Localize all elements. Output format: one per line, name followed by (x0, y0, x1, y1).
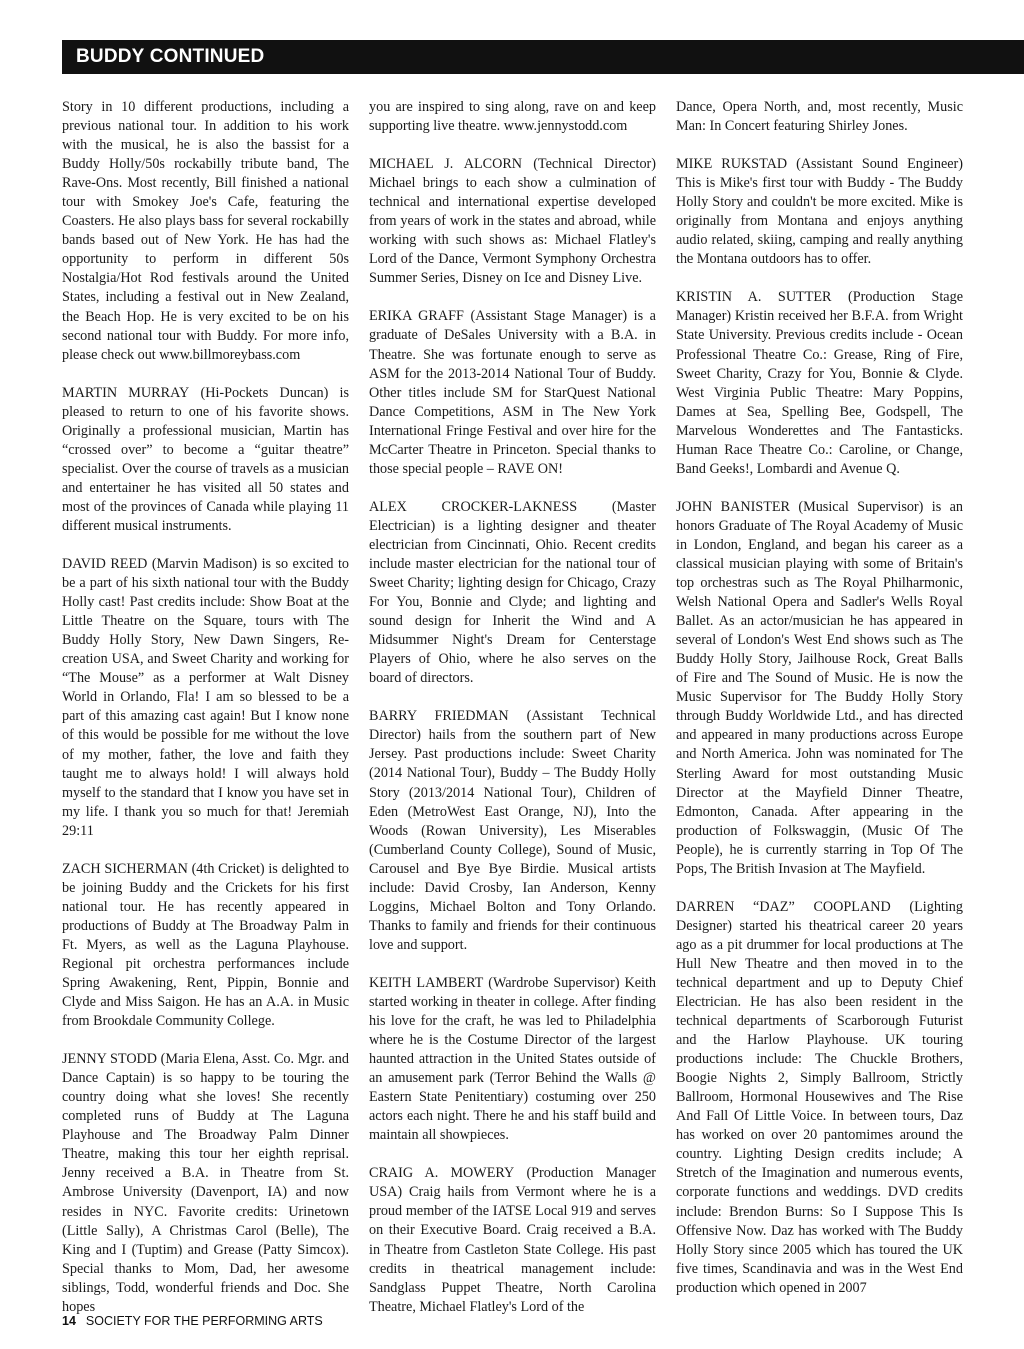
bio-continued (676, 98, 963, 136)
column-3 (676, 98, 963, 1317)
bio-name: BARRY FRIEDMAN (369, 708, 509, 725)
bio-text: (Wardrobe Supervisor) Keith started working in theater in college. After finding his love for the craft, he was led to Philadelphia where he is the Costume Director of the largest haunted attraction in the United States outside of an amusement park (Terror Behind the Walls @ Eastern State Penitentiary) costuming over 250 actors each night. There he and his staff build and maintain all showpieces. (369, 974, 656, 1144)
bio-erika-graff (369, 307, 656, 478)
bio-keith-lambert (369, 974, 656, 1145)
bio-text: (Production Stage Manager) Kristin received her B.F.A. from Wright State University. Previous credits include - Ocean Professional Theatre Co.: Grease, Ring of Fire, Sweet Charity, Crazy for You, Bonnie & Clyde. West Virginia Public Theatre: Mary Poppins, Dames at Sea, Spelling Bee, Godspell, The Marvelous Wonderettes and The Fantasticks. Human Race Theatre Co.: Caroline, or Change, Band Geeks!, Lombardi and Avenue Q. (676, 289, 963, 477)
bio-name: MARTIN MURRAY (62, 384, 190, 401)
bio-text: (Assistant Stage Manager) is a graduate of DeSales University with a B.A. in Theatre. She was fortunate enough to serve as ASM for the 2013-2014 National Tour of Buddy. Other titles include SM for StarQuest National Dance Competitions, ASM in The New York International Fringe Festival and over hire for the McCarter Theatre in Princeton. Special thanks to those special people – RAVE ON! (369, 308, 656, 477)
bio-name: JENNY STODD (62, 1051, 158, 1068)
bio-name: DAVID REED (62, 556, 148, 573)
bio-text: (Assistant Technical Director) hails from the southern part of New Jersey. Past productions include: Sweet Charity (2014 National Tour), Buddy – The Buddy Holly Story (2013/2014 National Tour), Children of Eden (MetroWest East Orange, NJ), Into the Woods (Rowan University), Les Miserables (Cumberland County College), Sound of Music, Carousel and Bye Bye Birdie. Musical artists include: David Crosby, Ian Anderson, Kenny Loggins, Michael Bolton and Tony Orlando. Thanks to family and friends for their continuous love and support. (369, 708, 656, 953)
bio-text: (Production Manager USA) Craig hails from Vermont where he is a proud member of the IATSE Local 919 and serves on their Executive Board. Craig received a B.A. in Theatre from Castleton State College. His past credits in theatrical management include: Sandglass Puppet Theatre, North Carolina Theatre, Michael Flatley's Lord of the (369, 1165, 656, 1315)
column-1 (62, 98, 349, 1336)
bio-john-banister (676, 498, 963, 879)
bio-name: ALEX CROCKER-LAKNESS (369, 498, 578, 515)
bio-kristin-sutter (676, 288, 963, 478)
bio-text: (Musical Supervisor) is an honors Graduate of The Royal Academy of Music in London, England, and began his career as a classical musician playing with some of Britain's top orchestras such as The Royal Philharmonic, Welsh National Opera and Sadler's Wells Royal Ballet. As an actor/musician he has appeared in several of London's West End shows such as The Buddy Holly Story, Jailhouse Rock, Great Balls of Fire and The Sound of Music. He is now the Music Supervisor for The Buddy Holly Story through Buddy Worldwide Ltd., and has directed and appeared in many productions across Europe and North America. John was nominated for The Sterling Award for most outstanding Music Director at the Mayfield Dinner Theatre, Edmonton, Canada. After appearing in the production of Folkswaggin, (Music Of The People), he is currently starring in Top Of The Pops, The British Invasion at The Mayfield. (676, 498, 963, 877)
bio-jenny-stodd (62, 1050, 349, 1317)
bio-text: Story in 10 different productions, including a previous national tour. In addition to his work with the musical, he is also the bassist for a Buddy Holly/50s rockabilly tribute band, The Rave-Ons. Most recently, Bill finished a national tour with Smokey Joe's Cafe, featuring the Coasters. He also plays bass for several rockabilly bands based out of New York. He has had the opportunity to perform in different 50s Nostalgia/Hot Rod festivals around the United States, including a festival out in New Zealand, the Beach Hop. He is very excited to be on his second national tour with Buddy. For more info, please check out www.billmoreybass.com (62, 99, 349, 363)
bio-name: CRAIG A. MOWERY (369, 1165, 515, 1182)
bio-text: (Technical Director) Michael brings to each show a culmination of technical and international expertise developed from years of work in the states and abroad, while working with such shows as: Michael Flatley's Lord of the Dance, Vermont Symphony Orchestra Summer Series, Disney on Ice and Disney Live. (369, 156, 656, 287)
bio-continued (62, 98, 349, 365)
section-header: BUDDY CONTINUED (62, 40, 1024, 74)
column-2 (369, 98, 656, 1336)
bio-name: DARREN “DAZ” COOPLAND (676, 898, 891, 915)
bio-text: (Lighting Designer) started his theatrical career 20 years ago as a pit drummer for local productions at The Hull New Theatre and then moved in to the technical department and up to Deputy Chief Electrician. He has also been resident in the technical departments of Scarborough Futurist and the Harlow Playhouse. UK touring productions include: The Chuckle Brothers, Boogie Nights 2, Simply Ballroom, Strictly Ballroom, Hormonal Housewives and The Rise And Fall Of Little Voice. In between tours, Daz has worked on over 20 pantomimes around the country. Lighting Design credits include; A Stretch of the Imagination and numerous events, corporate functions and weddings. DVD credits include: Brendon Burns: So I Suppose This Is Offensive Now. Daz has worked with The Buddy Holly Story since 2005 which has toured the UK five times, Scandinavia and was in the West End production which opened in 2007 (676, 898, 963, 1296)
bio-text: (Master Electrician) is a lighting designer and theater electrician from Cincinnati, Ohio. Recent credits include master electrician for the national tour of Sweet Charity; lighting design for Chicago, Crazy For You, Bonnie and Clyde; and lighting and sound design for Inherit the Wind and A Midsummer Night's Dream for Centerstage Players of Ohio, where he also serves on the board of directors. (369, 498, 656, 687)
bio-martin-murray (62, 384, 349, 536)
bio-text: Dance, Opera North, and, most recently, Music Man: In Concert featuring Shirley Jones. (676, 99, 963, 135)
bio-name: MIKE RUKSTAD (676, 156, 788, 173)
bio-text: (Assistant Sound Engineer) This is Mike's first tour with Buddy - The Buddy Holly Story and couldn't be more excited. Mike is originally from Montana and enjoys anything audio related, skiing, camping and really anything the Montana outdoors has to offer. (676, 156, 963, 268)
bio-name: KRISTIN A. SUTTER (676, 289, 832, 306)
bio-text: (Hi-Pockets Duncan) is pleased to return to one of his favorite shows. Originally a professional musician, Martin has “crossed over” to become a “guitar theatre” specialist. Over the course of travels as a musician and entertainer he has visited all 50 states and most of the provinces of Canada while playing 11 different musical instruments. (62, 384, 349, 534)
publication-name: SOCIETY FOR THE PERFORMING ARTS (85, 1314, 323, 1328)
bio-name: MICHAEL J. ALCORN (369, 156, 523, 173)
page-footer (62, 1314, 323, 1328)
bio-text: (Maria Elena, Asst. Co. Mgr. and Dance Captain) is so happy to be touring the country doing what she loves! She recently completed runs of Buddy at The Laguna Playhouse and The Broadway Palm Dinner Theatre, making this tour her eighth reprisal. Jenny received a B.A. in Theatre from St. Ambrose University (Davenport, IA) and now resides in NYC. Favorite credits: Urinetown (Little Sally), A Christmas Carol (Belle), The King and I (Tuptim) and Grease (Patty Simcox). Special thanks to Mom, Dad, her awesome siblings, Todd, wonderful friends and Doc. She hopes (62, 1051, 349, 1315)
bio-alex-crocker-lakness (369, 498, 656, 688)
bio-continued (369, 98, 656, 136)
bio-barry-friedman (369, 707, 656, 955)
bio-name: ZACH SICHERMAN (62, 860, 188, 877)
bio-darren-coopland (676, 898, 963, 1298)
bio-mike-rukstad (676, 155, 963, 269)
bio-name: KEITH LAMBERT (369, 974, 484, 991)
bio-michael-alcorn (369, 155, 656, 288)
bio-text: (4th Cricket) is delighted to be joining Buddy and the Crickets for his first national tour. He has recently appeared in productions of Buddy at The Broadway Palm in Ft. Myers, as well as the Laguna Playhouse. Regional pit orchestra performances include Spring Awakening, Rent, Pippin, Bonnie and Clyde and Miss Saigon. He has an A.A. in Music from Brookdale Community College. (62, 860, 349, 1030)
bio-david-reed (62, 555, 349, 841)
bio-text: (Marvin Madison) is so excited to be a part of his sixth national tour with the Buddy Holly cast! Past credits include: Show Boat at the Little Theatre on the Square, tours with The Buddy Holly Story, New Dawn Singers, Re-creation USA, and Sweet Charity and working for “The Mouse” as a performer at Walt Disney World in Orlando, Fla! I am so blessed to be a part of this amazing cast again! But I know none of this would be possible for me without the love of my mother, father, the love and faith they taught me to always hold! I will always hold myself to the standard that I know you have set in my life. I thank you so much for that! Jeremiah 29:11 (62, 556, 350, 839)
bio-text: you are inspired to sing along, rave on and keep supporting live theatre. www.jennystodd.com (369, 99, 656, 135)
bio-craig-mowery (369, 1164, 656, 1316)
bio-name: JOHN BANISTER (676, 498, 790, 515)
bio-name: ERIKA GRAFF (369, 308, 464, 325)
bio-zach-sicherman (62, 860, 349, 1031)
page-number: 14 (62, 1314, 76, 1328)
